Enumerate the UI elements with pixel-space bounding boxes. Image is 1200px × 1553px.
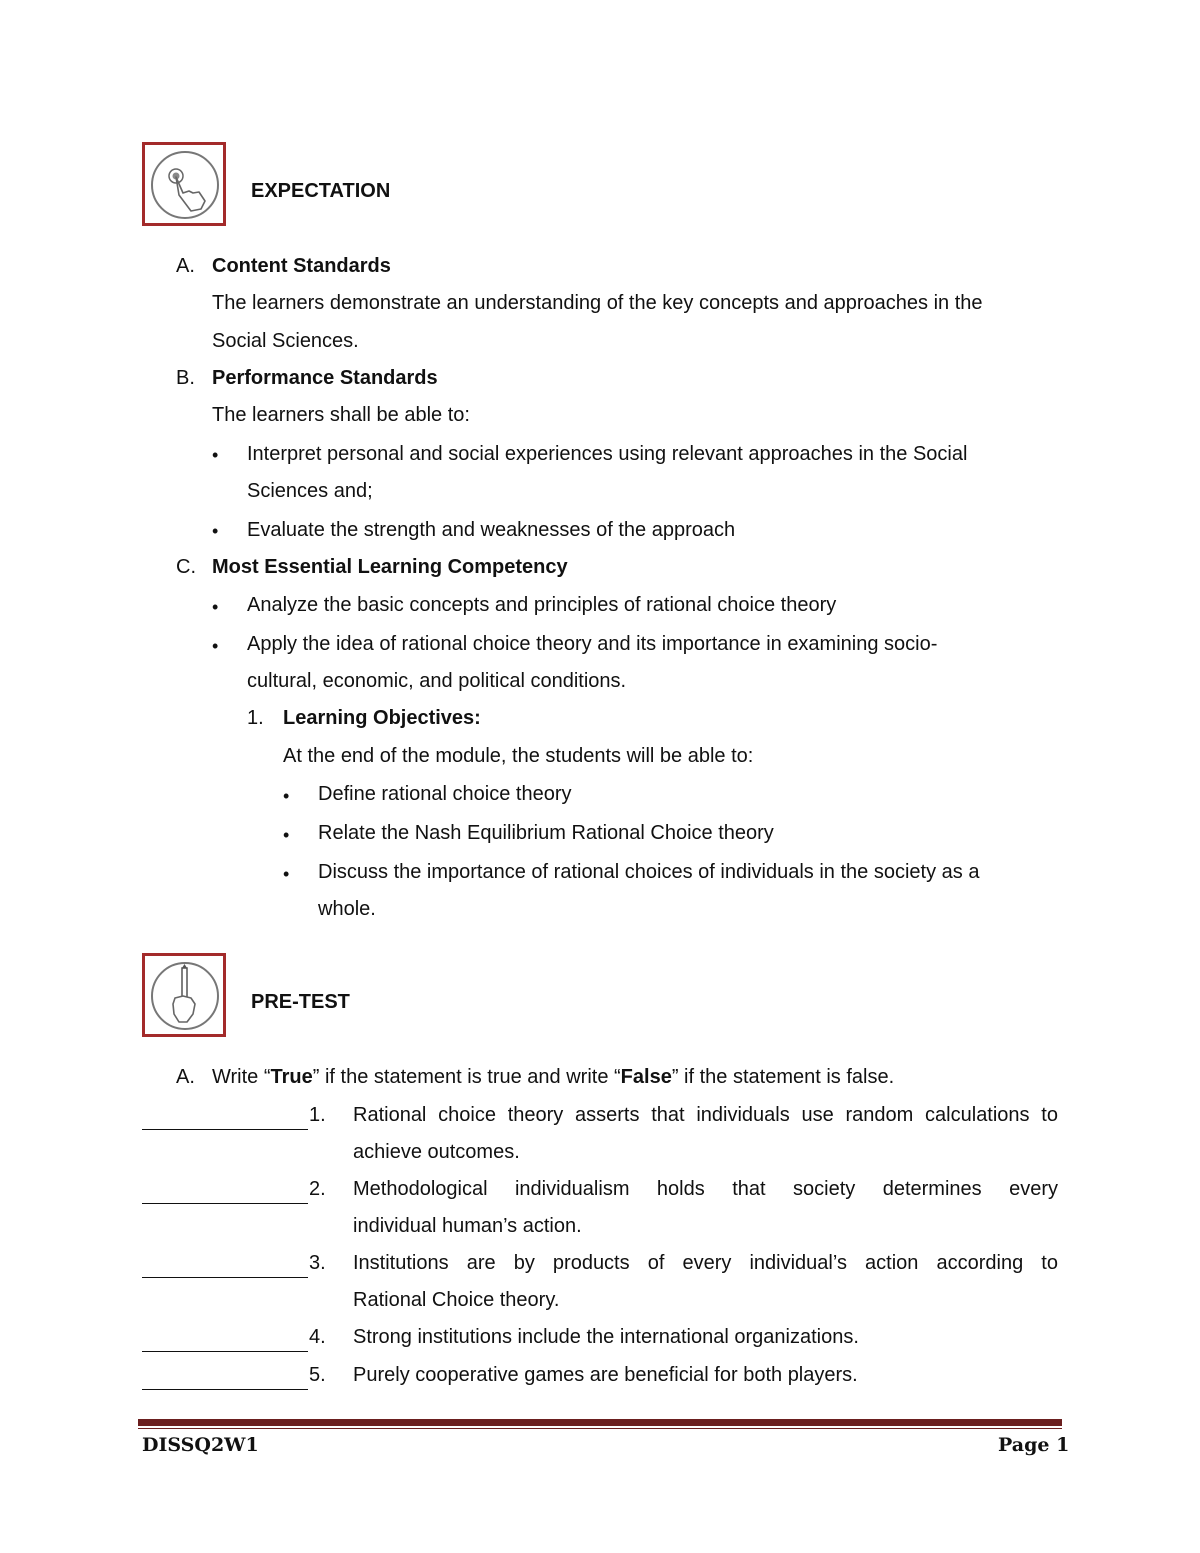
expectation-icon-frame [142,142,226,226]
answer-blank[interactable] [142,1179,308,1204]
item-number: 1. [309,1104,326,1126]
bullet: • [212,636,219,656]
bullet: • [283,825,290,845]
bullet: • [212,521,219,541]
touch-hand-icon [149,149,221,221]
list-item: Interpret personal and social experiences using relevant approaches in the Social [247,443,968,465]
false-word: False [620,1066,672,1088]
item-text: Rational Choice theory. [353,1289,560,1311]
list-item: Discuss the importance of rational choices of individuals in the society as a [318,861,980,883]
section-letter: A. [176,255,195,277]
page-number: Page 1 [998,1434,1070,1456]
list-item: Relate the Nash Equilibrium Rational Choice theory [318,822,774,844]
item-text: Methodological individualism holds that society determines every [353,1178,1058,1200]
item-text: Purely cooperative games are beneficial for both players. [353,1364,858,1386]
list-item: Analyze the basic concepts and principles of rational choice theory [247,594,837,616]
pencil-hand-icon [149,960,221,1032]
competency-title: Most Essential Learning Competency [212,556,568,578]
answer-blank[interactable] [142,1253,308,1278]
section-letter: B. [176,367,195,389]
section-letter: A. [176,1066,195,1088]
performance-standards-intro: The learners shall be able to: [212,404,470,426]
item-text: Institutions are by products of every individual’s action according to [353,1252,1058,1274]
true-word: True [270,1066,313,1088]
item-text: individual human’s action. [353,1215,582,1237]
bullet: • [212,597,219,617]
pretest-heading: PRE-TEST [251,991,350,1013]
objectives-title: Learning Objectives: [283,707,481,729]
item-text: achieve outcomes. [353,1141,520,1163]
pretest-instruction: Write “True” if the statement is true and write “False” if the statement is false. [212,1066,895,1088]
list-item: Sciences and; [247,480,373,502]
item-number: 3. [309,1252,326,1274]
list-item: Apply the idea of rational choice theory and its importance in examining socio- [247,633,938,655]
item-text: Strong institutions include the international organizations. [353,1326,859,1348]
pretest-icon-frame [142,953,226,1037]
bullet: • [212,445,219,465]
footer-code: DISSQ2W1 [142,1434,259,1456]
list-item: Define rational choice theory [318,783,572,805]
answer-blank[interactable] [142,1327,308,1352]
answer-blank[interactable] [142,1365,308,1390]
item-number: 5. [309,1364,326,1386]
section-letter: C. [176,556,196,578]
objectives-number: 1. [247,707,264,729]
content-standards-text: The learners demonstrate an understanding of the key concepts and approaches in the [212,292,983,314]
content-standards-title: Content Standards [212,255,391,277]
item-text: Rational choice theory asserts that individuals use random calculations to [353,1104,1058,1126]
bullet: • [283,864,290,884]
footer-rule [138,1419,1062,1426]
list-item: whole. [318,898,376,920]
item-number: 2. [309,1178,326,1200]
content-standards-text: Social Sciences. [212,330,359,352]
list-item: Evaluate the strength and weaknesses of the approach [247,519,736,541]
expectation-heading: EXPECTATION [251,180,391,202]
bullet: • [283,786,290,806]
footer-rule-thin [138,1428,1062,1429]
answer-blank[interactable] [142,1105,308,1130]
list-item: cultural, economic, and political conditions. [247,670,627,692]
item-number: 4. [309,1326,326,1348]
objectives-intro: At the end of the module, the students will be able to: [283,745,754,767]
performance-standards-title: Performance Standards [212,367,438,389]
